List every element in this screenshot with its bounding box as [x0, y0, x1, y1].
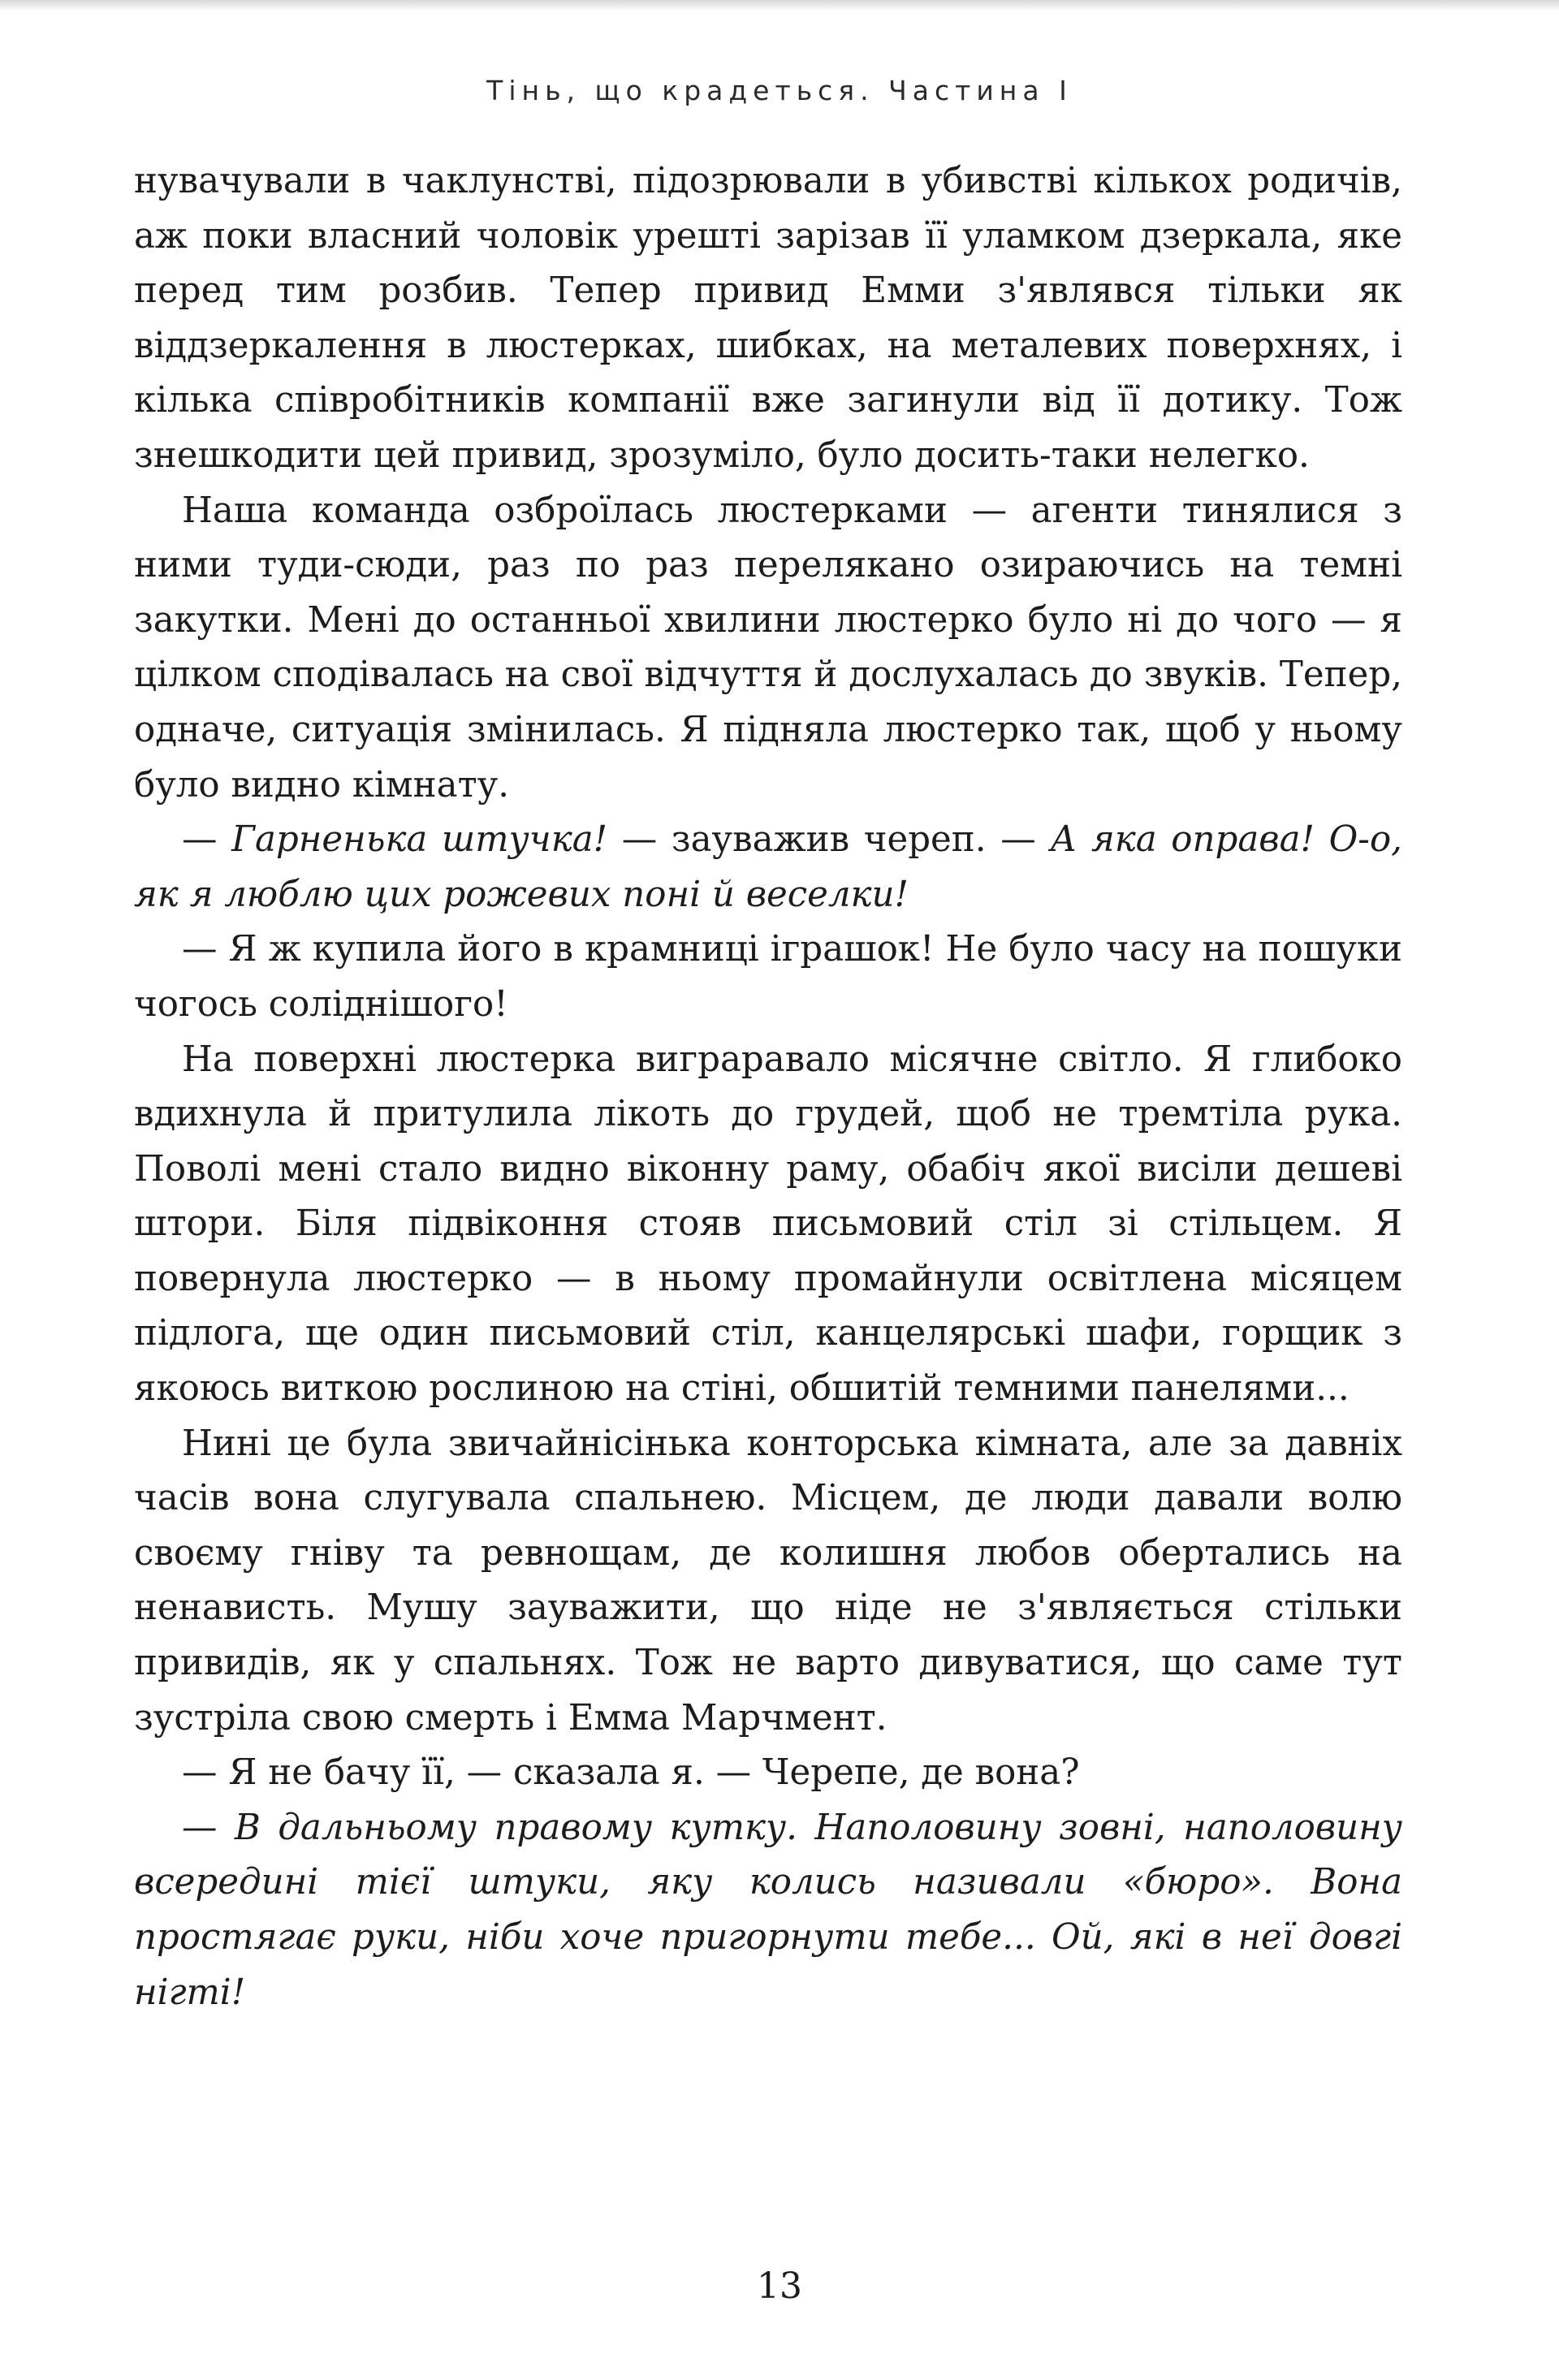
page-number: 13	[757, 2266, 802, 2307]
dialogue-dash: —	[182, 819, 232, 861]
paragraph-6: Нині це була звичайнісінька конторська кімната, але за давніх часів вона слугувала спальнею. Місцем, де люди давали волю своєму гніву та ревнощам, де колишня любов обертались на ненависть. Мушу зауважити, що ніде не з'являється стільки привидів, як у спальнях. Тож не варто дивуватися, що саме тут зустріла свою смерть і Емма Марчмент.	[134, 1423, 1402, 1739]
paragraph-2: Наша команда озброїлась люстерками — агенти тинялися з ними туди-сюди, раз по раз перелякано озираючись на темні закутки. Мені до останньої хвилини люстерко було ні до чого — я цілком сподівалась на свої відчуття й дослухалась до звуків. Тепер, одначе, ситуація змінилась. Я підняла люстерко так, щоб у ньому було видно кімнату.	[134, 490, 1402, 806]
paragraph-7: — Я не бачу її, — сказала я. — Черепе, де вона?	[182, 1752, 1080, 1794]
page-top-edge	[0, 0, 1559, 11]
body-text	[134, 154, 1402, 2020]
skull-speech-2: А яка оправа! О-о, як я люблю цих рожевих поні й веселки!	[134, 819, 1403, 915]
running-header: Тінь, що крадеться. Частина І	[486, 75, 1073, 106]
paragraph-5: На поверхні люстерка виграравало місячне світло. Я глибоко вдихнула й притулила лікоть до грудей, щоб не тремтіла рука. Поволі мені стало видно віконну раму, обабіч якої висіли дешеві штори. Біля підвіконня стояв письмовий стіл зі стільцем. Я повернула люстерко — в ньому промайнули освітлена місяцем підлога, ще один письмовий стіл, канцелярські шафи, горщик з якоюсь виткою рослиною на стіні, обшитій темними панелями...	[134, 1039, 1402, 1410]
dialogue-attribution: — зауважив череп. —	[607, 819, 1051, 861]
paragraph-8: — В дальньому правому кутку. Наполовину зовні, наполовину всередині тієї штуки, яку колись називали «бюро». Вона простягає руки, ніби хоче пригорнути тебе... Ой, які в неї довгі нігті!	[134, 1807, 1402, 2013]
paragraph-3	[134, 813, 1402, 922]
paragraph-4: — Я ж купила його в крамниці іграшок! Не було часу на пошуки чогось соліднішого!	[134, 929, 1402, 1025]
skull-speech-1: Гарненька штучка!	[231, 819, 608, 861]
paragraph-1: нувачували в чаклунстві, підозрювали в убивстві кількох родичів, аж поки власний чоловік урешті зарізав її уламком дзеркала, яке перед тим розбив. Тепер привид Емми з'являвся тільки як віддзеркалення в люстерках, шибках, на металевих поверхнях, і кілька співробітників компанії вже загинули від її дотику. Тож знешкодити цей привид, зрозуміло, було досить-таки нелегко.	[134, 161, 1402, 476]
